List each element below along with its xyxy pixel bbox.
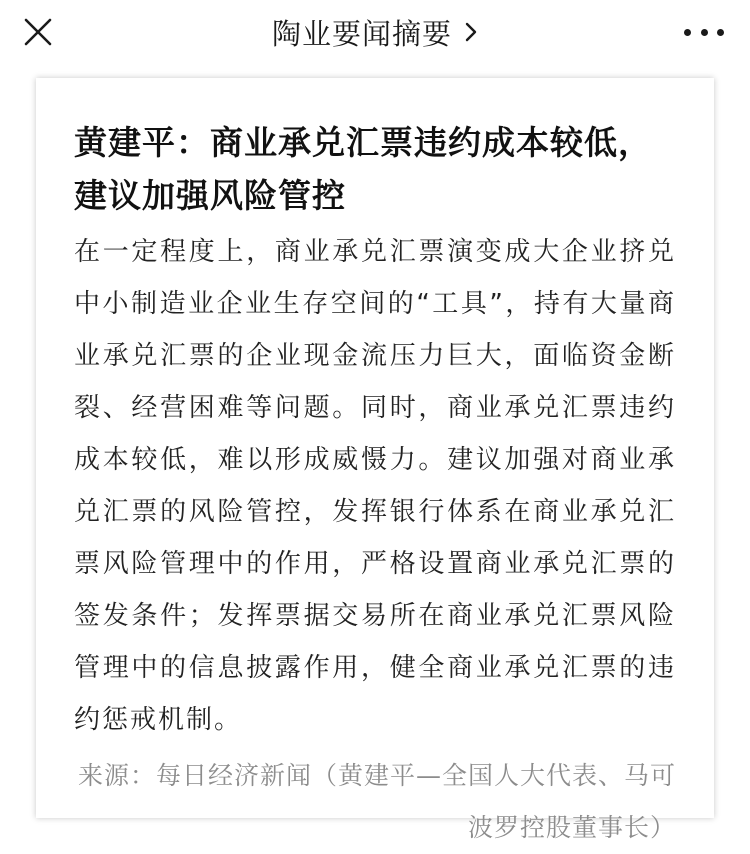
more-horizontal-icon bbox=[684, 29, 691, 36]
title-link[interactable] bbox=[0, 0, 750, 64]
article-headline: 黄建平：商业承兑汇票违约成本较低，建议加强风险管控 bbox=[74, 123, 652, 215]
article-body: 在一定程度上，商业承兑汇票演变成大企业挤兑中小制造业企业生存空间的“工具”，持有大量商业承兑汇票的企业现金流压力巨大，面临资金断裂、经营困难等问题。同时，商业承兑汇票违约成本较低，难以形成威慑力。建议加强对商业承兑汇票的风险管控，发挥银行体系在商业承兑汇票风险管理中的作用，严格设置商业承兑汇票的签发条件；发挥票据交易所在商业承兑汇票风险管理中的信息披露作用，健全商业承兑汇票的违约惩戒机制。 bbox=[74, 237, 676, 735]
more-horizontal-icon bbox=[701, 29, 708, 36]
more-options-button[interactable] bbox=[684, 20, 724, 44]
article-card bbox=[36, 78, 714, 842]
chevron-right-icon bbox=[464, 21, 478, 43]
top-navigation-bar bbox=[0, 0, 750, 64]
article-source: 来源：每日经济新闻（黄建平—全国人大代表、马可波罗控股董事长） bbox=[77, 761, 676, 842]
more-horizontal-icon bbox=[717, 29, 724, 36]
page-title: 陶业要闻摘要 bbox=[271, 16, 452, 51]
